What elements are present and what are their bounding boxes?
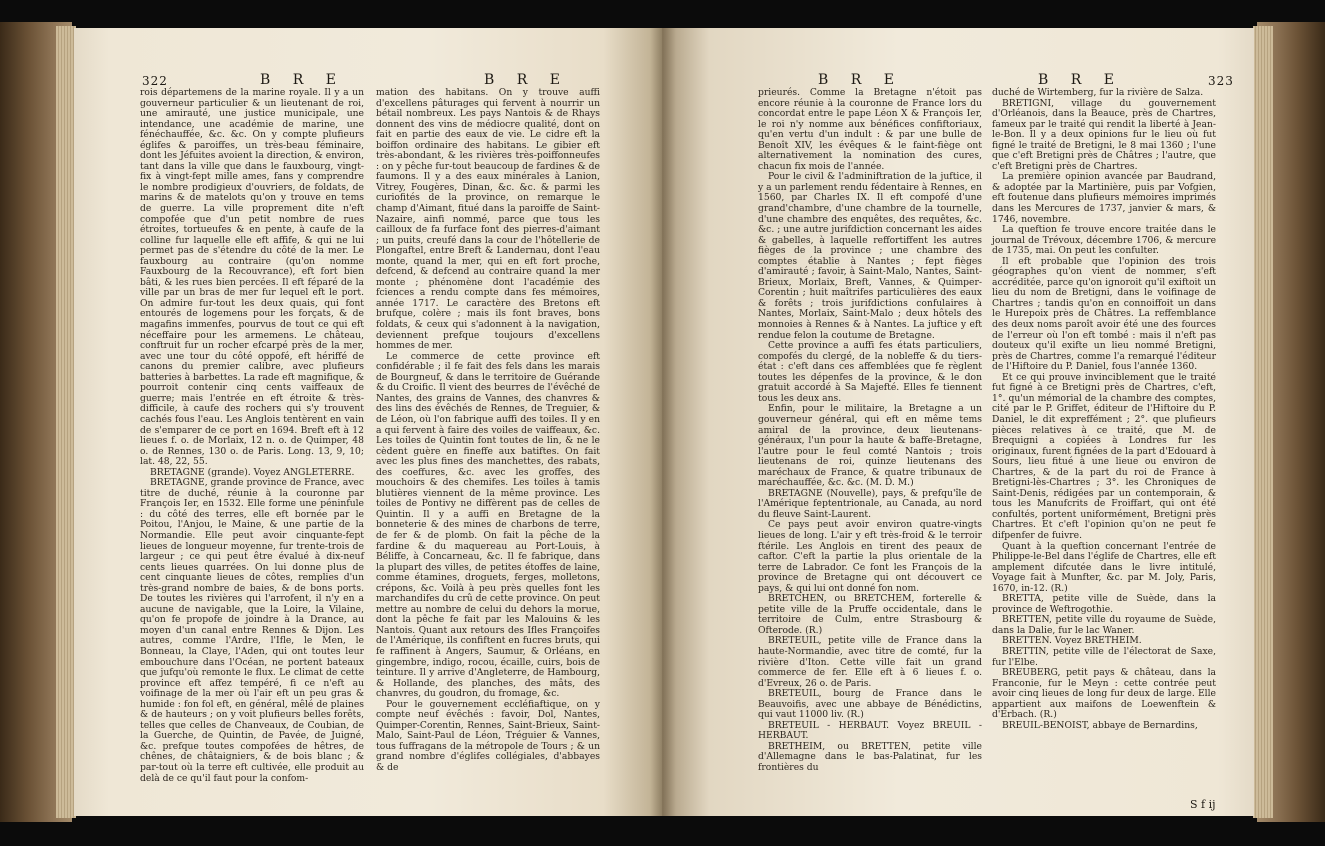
- paragraph: Cette province a auffi fes états particuliers, compofés du clergé, de la nobleffe & du tiers-état : c'eft dans ces affemblées que fe règlent toutes les dépenfes de la province, & le don gratuit accordé à Sa Majefté. Elles fe tiennent tous les deux ans.: [758, 340, 982, 404]
- left-page: [74, 28, 662, 816]
- paragraph: La première opinion avancée par Baudrand, & adoptée par la Martinière, puis par Vofgien, eft foutenue dans plufieurs mémoires imprimés dans les Mercures de 1737, janvier & mars, & 1746, novembre.: [992, 171, 1216, 225]
- paragraph: La queftion fe trouve encore traitée dans le journal de Trévoux, décembre 1706, & mercure de 1735, mai. On peut les confulter.: [992, 224, 1216, 257]
- running-head-left-col1: B R E: [260, 72, 345, 88]
- paragraph: BRETEUIL, petite ville de France dans la haute-Normandie, avec titre de comté, fur la rivière d'Iton. Cette ville fait un grand commerce de fer. Elle eft à 6 lieues f. o. d'Evreux, 26 o. de Paris.: [758, 635, 982, 689]
- book-gutter: [650, 28, 676, 816]
- paragraph: Il eft probable que l'opinion des trois géographes qu'on vient de nommer, s'eft accréditée, parce qu'on ignoroit qu'il exiftoit un lieu du nom de Bretigni, dans le voifinage de Chartres ; tandis qu'on en connoiffoit un dans le Hurepoix près de Châtres. La reffemblance des deux noms paroît avoir été une des fources de l'erreur où l'on eft tombé : mais il n'eft pas douteux qu'il exifte un lieu nommé Bretigni, près de Chartres, comme l'a remarqué l'éditeur de l'Hiftoire du P. Daniel, fous l'année 1360.: [992, 255, 1216, 373]
- paragraph: Enfin, pour le militaire, la Bretagne a un gouverneur général, qui eft en même tems amiral de la province, deux lieutenans-généraux, l'un pour la haute & baffe-Bretagne, l'autre pour le feul comté Nantois ; trois lieutenans de roi, quinze lieutenans des maréchaux de France, & quatre tribunaux de maréchauffée, &c. &c. (M. D. M.): [758, 403, 982, 489]
- open-book: [0, 22, 1325, 822]
- right-page-column-2: [992, 88, 1216, 731]
- paragraph: BRETAGNE (grande). Voyez ANGLETERRE.: [150, 466, 355, 478]
- paragraph: BRETIGNI, village du gouvernement d'Orléanois, dans la Beauce, près de Chartres, fameux par le traité qui rendit la liberté à Jean-le-Bon. Il y a deux opinions fur le lieu où fut figné le traité de Bretigni, le 8 mai 1360 ; l'une que c'eft Bretigni près de Châtres ; l'autre, que c'eft Bretigni près de Chartres.: [992, 97, 1216, 172]
- running-head-right-col1: B R E: [818, 72, 903, 88]
- paragraph: Ce pays peut avoir environ quatre-vingts lieues de long. L'air y eft très-froid & le terroir ftérile. Les Anglois en tirent des peaux de caftor. C'eft la partie la plus orientale de la terre de Labrador. Ce font les François de la province de Bretagne qui ont découvert ce pays, & qui lui ont donné fon nom.: [758, 519, 982, 594]
- paragraph: Quant à la queftion concernant l'entrée de Philippe-le-Bel dans l'églife de Chartres, elle eft amplement difcutée dans le livre intitulé, Voyage fait à Munfter, &c. par M. Joly, Paris, 1670, in-12. (R.): [992, 540, 1216, 594]
- paragraph: mation des habitans. On y trouve auffi d'excellens pâturages qui fervent à nourrir un bétail nombreux. Les pays Nantois & de Rhays donnent des vins de médiocre qualité, dont on fait en partie des eaux de vie. Le cidre eft la boiffon ordinaire des habitans. Le gibier eft très-abondant, & les rivières très-poiffonneufes : on y pêche fur-tout beaucoup de fardines & de faumons. Il y a des eaux minérales à Lanion, Vitrey, Fougères, Dinan, &c. &c. & parmi les curiofités de la province, on remarque le champ d'Aimant, fitué dans la paroiffe de Saint-Nazaire, ainfi nommé, parce que tous les cailloux de fa furface font des pierres-d'aimant ; un puits, creufé dans la cour de l'hôtellerie de Plongaftel, entre Breft & Landernau, dont l'eau monte, quand la mer, qui en eft fort proche, defcend, & defcend au contraire quand la mer monte ; phénomène dont l'académie des fciences a rendu compte dans fes mémoires, année 1717. Le caractère des Bretons eft brufque, colère ; mais ils font braves, bons foldats, & ceux qui s'adonnent à la navigation, deviennent prefque toujours d'excellens hommes de mer.: [376, 87, 600, 352]
- page-number-left: 322: [142, 74, 168, 88]
- paragraph: BRETEUIL - HERBAUT. Voyez BREUIL - HERBAUT.: [758, 719, 982, 742]
- paragraph: Pour le gouvernement eccléfiaftique, on y compte neuf évêchés : favoir, Dol, Nantes, Quimper-Corentin, Rennes, Saint-Brieux, Saint-Malo, Saint-Paul de Léon, Tréguier & Vannes, tous fuffragans de la métropole de Tours ; & un grand nombre d'églifes collégiales, d'abbayes & de: [376, 698, 600, 773]
- paragraph: duché de Wirtemberg, fur la rivière de Salza.: [992, 87, 1204, 98]
- running-head-left-col2: B R E: [484, 72, 569, 88]
- page-number-right: 323: [1208, 74, 1234, 88]
- page-edges-right: [1253, 26, 1273, 818]
- right-page: [662, 28, 1254, 816]
- paragraph: Et ce qui prouve invinciblement que le traité fut figné à ce Bretigni près de Chartres, c'eft, 1°. qu'un mémorial de la chambre des comptes, cité par le P. Griffet, éditeur de l'Hiftoire du P. Daniel, le dit expreffément ; 2°. que plufieurs pièces relatives à ce traité, que M. de Brequigni a copiées à Londres fur les originaux, furent fignées de la part d'Edouard à Sours, lieu fitué à une lieue ou environ de Chartres, & de la part du roi de France à Bretigni-lès-Chartres ; 3°. les Chroniques de Saint-Denis, rédigées par un contemporain, & tous les Manufcrits de Froiffart, qui ont été confultés, portent uniformément, Bretigni près Chartres. Et c'eft l'opinion qu'on ne peut fe difpenfer de fuivre.: [992, 371, 1216, 541]
- paragraph: BRETCHEN, ou BRETCHEM, forterelle & petite ville de la Pruffe occidentale, dans le territoire de Culm, entre Strasbourg & Ofterode. (R.): [758, 593, 982, 636]
- paragraph: Pour le civil & l'adminiftration de la juftice, il y a un parlement rendu fédentaire à Rennes, en 1560, par Charles IX. Il eft compofé d'une grand'chambre, d'une chambre de la tournelle, d'une chambre des enquêtes, des requêtes, &c. &c. ; une autre jurifdiction concernant les aides & gabelles, à laquelle reffortiffent les autres fièges de la province ; une chambre des comptes établie à Nantes ; fept fièges d'amirauté ; favoir, à Saint-Malo, Nantes, Saint-Brieux, Morlaix, Breft, Vannes, & Quimper-Corentin ; huit maîtrifes particulières des eaux & forêts ; trois jurifdictions confulaires à Nantes, Morlaix, Saint-Malo ; deux hôtels des monnoies à Rennes & à Nantes. La juftice y eft rendue felon la coutume de Bretagne.: [758, 171, 982, 341]
- page-edges-left: [56, 26, 76, 818]
- paragraph: BRETHEIM, ou BRETTEN, petite ville d'Allemagne dans le bas-Palatinat, fur les frontières du: [758, 740, 982, 773]
- paragraph: BRETAGNE, grande province de France, avec titre de duché, réunie à la couronne par François Ier, en 1532. Elle forme une péninfule : du côté des terres, elle eft bornée par le Poitou, l'Anjou, le Maine, & une partie de la Normandie. Elle peut avoir cinquante-fept lieues de longueur moyenne, fur trente-trois de largeur ; ce qui peut être évalué à dix-neuf cents lieues quarrées. On lui donne plus de cent cinquante lieues de côtes, remplies d'un très-grand nombre de baies, & de bons ports. De toutes les rivières qui l'arrofent, il n'y en a aucune de navigable, que la Loire, la Vilaine, qu'on fe propofe de joindre à la Drance, au moyen d'un canal entre Rennes & Dijon. Les autres, comme l'Ardre, l'Ifle, le Men, le Bonneau, la Claye, l'Aden, qui ont toutes leur embouchure dans l'Océan, ne portent bateaux que jufqu'où remonte le flux. Le climat de cette province eft affez tempéré, fi ce n'eft au voifinage de la mer où l'air eft un peu gras & humide : fon fol eft, en général, mêlé de plaines & de hauteurs ; on y voit plufieurs belles forêts, telles que celles de Chanveaux, de Coubian, de la Guerche, de Quintin, de Pavée, de Juigné, &c. prefque toutes compofées de hêtres, de chênes, de châtaigniers, & de bois blanc ; & par-tout où la terre eft cultivée, elle produit au delà de ce qu'il faut pour la confom-: [140, 477, 364, 784]
- paragraph: BRETEUIL, bourg de France dans le Beauvoifis, avec une abbaye de Bénédictins, qui vaut 11000 liv. (R.): [758, 688, 982, 721]
- paragraph: BRETTEN, petite ville du royaume de Suède, dans la Dalie, fur le lac Waner.: [992, 614, 1216, 636]
- running-head-right-col2: B R E: [1038, 72, 1123, 88]
- paragraph: BRETTEN. Voyez BRETHEIM.: [1002, 635, 1142, 647]
- paragraph: BRETTIN, petite ville de l'électorat de Saxe, fur l'Elbe.: [992, 645, 1216, 668]
- left-page-column-1: [140, 88, 364, 784]
- paragraph: rois départemens de la marine royale. Il y a un gouverneur particulier & un lieutenant de roi, une amirauté, une justice municipale, une intendance, une académie de marine, une fénéchauffée, &c. &c. On y compte plufieurs églifes & paroiffes, un très-beau féminaire, dont les Jéfuites avoient la direction, & environ, tant dans la ville que dans le fauxbourg, vingt-fix à vingt-fept mille ames, fans y comprendre le nombre prodigieux d'ouvriers, de foldats, de marins & de matelots qu'on y trouve en tems de guerre. La ville proprement dite n'eft compofée que d'un petit nombre de rues étroites, tortueufes & en pente, à caufe de la colline fur laquelle elle eft affife, & qui ne lui permet pas de s'étendre du côté de la mer. Le fauxbourg au contraire (qu'on nomme Fauxbourg de la Recouvrance), eft fort bien bâti, & les rues bien percées. Il eft féparé de la ville par un bras de mer fur lequel eft le port. On admire fur-tout les deux quais, qui font entourés de logemens pour les forçats, & de magafins immenfes, pourvus de tout ce qui eft néceffaire pour les armemens. Le château, conftruit fur un rocher efcarpé près de la mer, avec une tour du côté oppofé, eft hériffé de canons du premier calibre, avec plufieurs batteries à barbettes. La rade eft magnifique, & pourroit contenir cinq cents vaiffeaux de guerre; mais l'entrée en eft étroite & très-difficile, à caufe des rochers qui s'y trouvent cachés fous l'eau. Les Anglois tentèrent en vain de s'emparer de ce port en 1694. Breft eft à 12 lieues f. o. de Morlaix, 12 n. o. de Quimper, 48 o. de Rennes, 130 o. de Paris. Long. 13, 9, 10; lat. 48, 22, 55.: [140, 87, 364, 468]
- signature-mark: S f ij: [1190, 798, 1216, 811]
- right-page-column-1: [758, 88, 982, 774]
- paragraph: BREUBERG, petit pays & château, dans la Franconie, fur le Meyn : cette contrée peut avoir cinq lieues de long fur deux de large. Elle appartient aux maifons de Loewenftein & d'Erbach. (R.): [992, 667, 1216, 721]
- paragraph: BRETTA, petite ville de Suède, dans la province de Weftrogothie.: [992, 593, 1216, 615]
- paragraph: BRETAGNE (Nouvelle), pays, & prefqu'île de l'Amérique feptentrionale, au Canada, au nord du fleuve Saint-Laurent.: [758, 487, 982, 520]
- left-page-column-2: [376, 88, 600, 774]
- paragraph: Le commerce de cette province eft confidérable ; il fe fait des fels dans les marais de Bourgneuf, & dans le territoire de Guérande & du Croific. Il vient des beurres de l'évêché de Nantes, des grains de Vannes, des chanvres & des lins des évêchés de Rennes, de Treguier, & de Léon, où l'on fabrique auffi des toiles. Il y en a qui fervent à faire des voiles de vaiffeaux, &c. Les toiles de Quintin font toutes de lin, & ne le cèdent guère en fineffe aux batiftes. On fait avec les plus fines des manchettes, des rabats, des coeffures, &c. avec les groffes, des mouchoirs & des chemifes. Les toiles à tamis blutières viennent de la même province. Les toiles de Pontivy ne diffèrent pas de celles de Quintin. Il y a auffi en Bretagne de la bonneterie & des mines de charbons de terre, de fer & de plomb. On fait la pêche de la fardine & du maquereau au Port-Louis, à Béliffe, à Concarneau, &c. Il fe fabrique, dans la plupart des villes, de petites étoffes de laine, comme étamines, droguets, ferges, molletons, crépons, &c. Voilà à peu près quelles font les marchandifes du crû de cette province. On peut mettre au nombre de celui du dehors la morue, dont la pêche fe fait par les Malouins & les Nantois. Quant aux retours des Ifles Françoifes de l'Amérique, ils confiftent en fucres bruts, qui fe raffinent à Angers, Saumur, & Orléans, en gingembre, indigo, rocou, écaille, cuirs, bois de teinture. Il y arrive d'Angleterre, de Hambourg, & Hollande, des planches, des mâts, des chanvres, du goudron, du fromage, &c.: [376, 350, 600, 700]
- paragraph: BREUIL-BENOIST, abbaye de Bernardins,: [1002, 719, 1198, 731]
- paragraph: prieurés. Comme la Bretagne n'étoit pas encore réunie à la couronne de France lors du concordat entre le pape Léon X & François Ier, le roi n'y nomme aux bénéfices confiftoriaux, qu'en vertu d'un indult : & par une bulle de Benoît XIV, les évêques & le faint-fiège ont alternativement la nomination des cures, chacun fix mois de l'année.: [758, 87, 982, 172]
